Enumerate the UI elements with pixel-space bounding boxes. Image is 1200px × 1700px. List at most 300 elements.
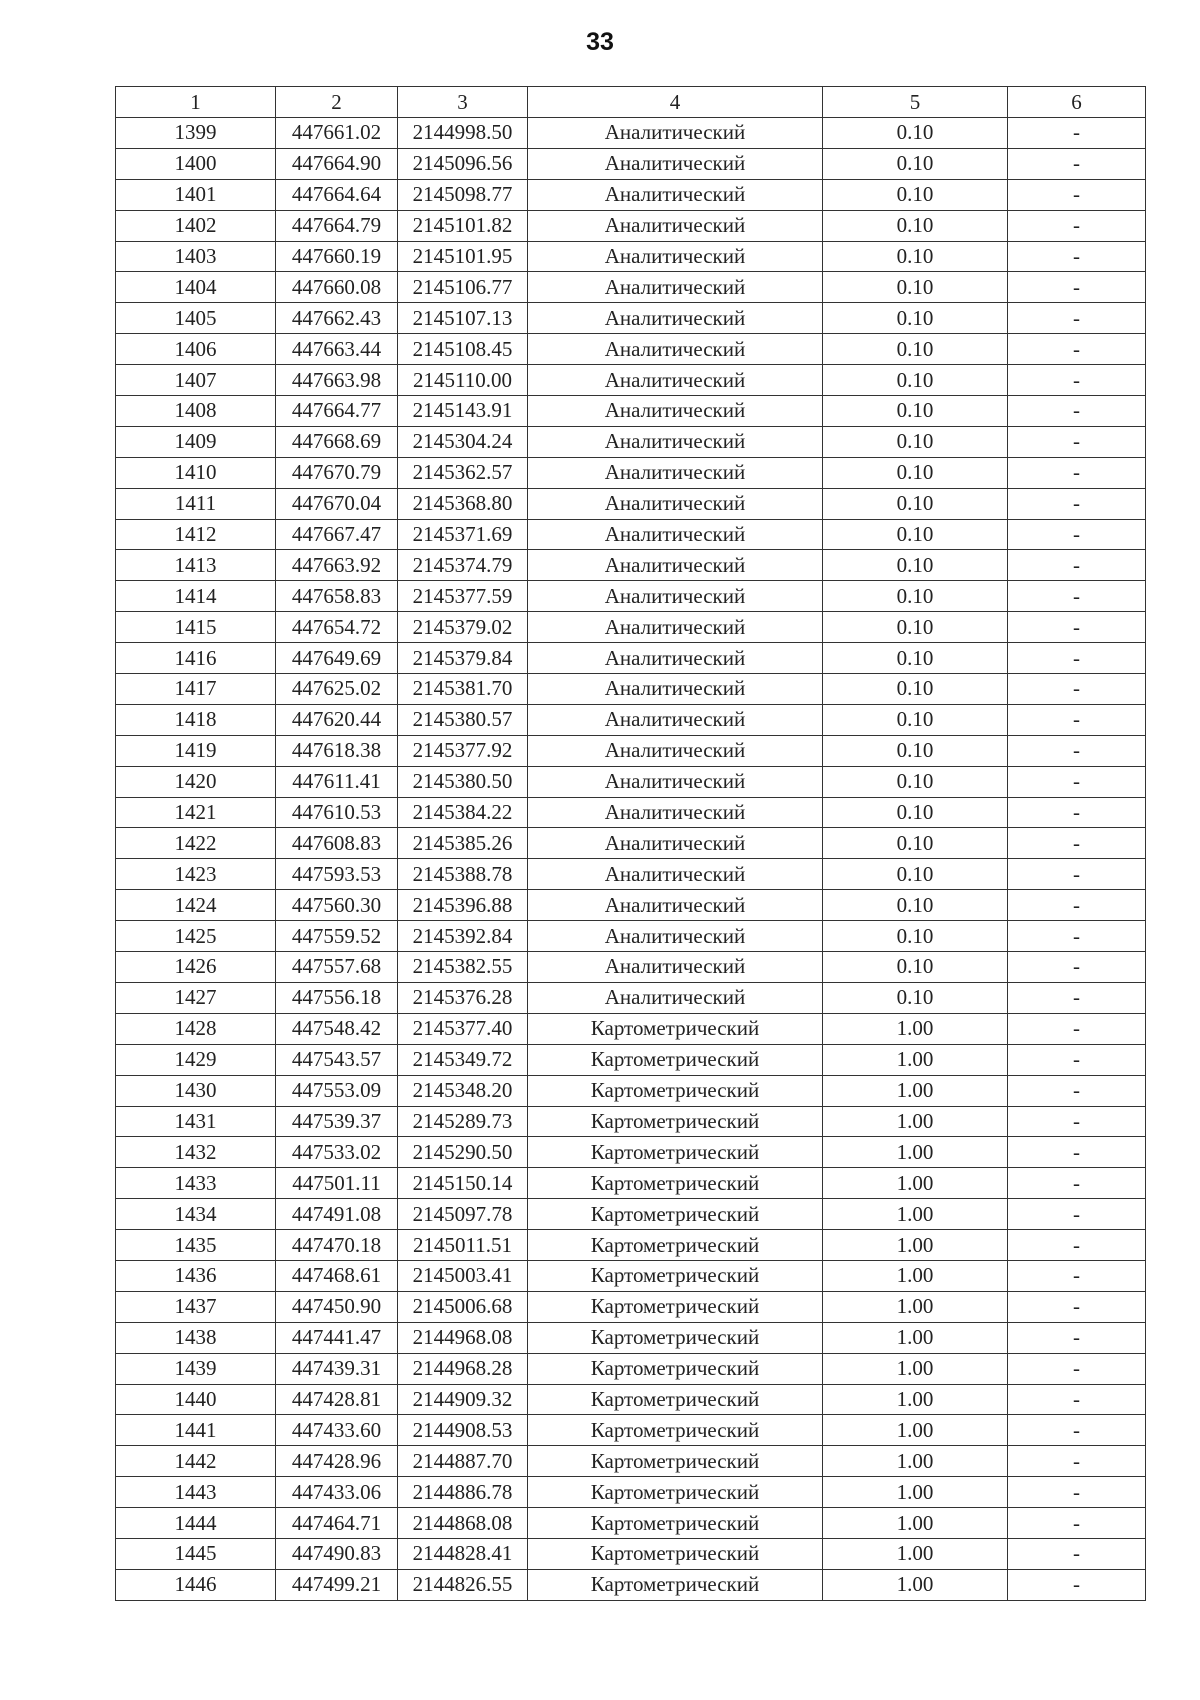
x-coordinate-cell: 447433.06 xyxy=(276,1477,398,1508)
point-number-cell: 1438 xyxy=(116,1322,276,1353)
accuracy-cell: 1.00 xyxy=(823,1415,1008,1446)
note-cell: - xyxy=(1008,643,1146,674)
accuracy-cell: 1.00 xyxy=(823,1013,1008,1044)
method-cell: Аналитический xyxy=(528,365,823,396)
point-number-cell: 1411 xyxy=(116,488,276,519)
y-coordinate-cell: 2145349.72 xyxy=(398,1044,528,1075)
point-number-cell: 1419 xyxy=(116,735,276,766)
y-coordinate-cell: 2144868.08 xyxy=(398,1508,528,1539)
table-row xyxy=(116,1415,1146,1446)
x-coordinate-cell: 447670.79 xyxy=(276,457,398,488)
table-row xyxy=(116,735,1146,766)
header-cell-5: 5 xyxy=(823,87,1008,118)
method-cell: Картометрический xyxy=(528,1106,823,1137)
point-number-cell: 1432 xyxy=(116,1137,276,1168)
note-cell: - xyxy=(1008,766,1146,797)
accuracy-cell: 0.10 xyxy=(823,457,1008,488)
point-number-cell: 1420 xyxy=(116,766,276,797)
method-cell: Аналитический xyxy=(528,148,823,179)
point-number-cell: 1401 xyxy=(116,179,276,210)
accuracy-cell: 0.10 xyxy=(823,118,1008,149)
y-coordinate-cell: 2145108.45 xyxy=(398,334,528,365)
point-number-cell: 1442 xyxy=(116,1446,276,1477)
note-cell: - xyxy=(1008,457,1146,488)
note-cell: - xyxy=(1008,828,1146,859)
table-row xyxy=(116,457,1146,488)
note-cell: - xyxy=(1008,210,1146,241)
method-cell: Картометрический xyxy=(528,1415,823,1446)
method-cell: Картометрический xyxy=(528,1384,823,1415)
point-number-cell: 1414 xyxy=(116,581,276,612)
note-cell: - xyxy=(1008,674,1146,705)
header-cell-2: 2 xyxy=(276,87,398,118)
accuracy-cell: 0.10 xyxy=(823,241,1008,272)
table-row xyxy=(116,1168,1146,1199)
note-cell: - xyxy=(1008,1075,1146,1106)
y-coordinate-cell: 2144826.55 xyxy=(398,1569,528,1600)
table-row xyxy=(116,643,1146,674)
accuracy-cell: 0.10 xyxy=(823,766,1008,797)
page-number: 33 xyxy=(586,28,614,56)
x-coordinate-cell: 447664.90 xyxy=(276,148,398,179)
note-cell: - xyxy=(1008,797,1146,828)
accuracy-cell: 1.00 xyxy=(823,1508,1008,1539)
y-coordinate-cell: 2145362.57 xyxy=(398,457,528,488)
note-cell: - xyxy=(1008,704,1146,735)
x-coordinate-cell: 447667.47 xyxy=(276,519,398,550)
note-cell: - xyxy=(1008,550,1146,581)
note-cell: - xyxy=(1008,1415,1146,1446)
y-coordinate-cell: 2144998.50 xyxy=(398,118,528,149)
method-cell: Картометрический xyxy=(528,1013,823,1044)
x-coordinate-cell: 447441.47 xyxy=(276,1322,398,1353)
x-coordinate-cell: 447491.08 xyxy=(276,1199,398,1230)
y-coordinate-cell: 2144909.32 xyxy=(398,1384,528,1415)
accuracy-cell: 1.00 xyxy=(823,1137,1008,1168)
accuracy-cell: 1.00 xyxy=(823,1353,1008,1384)
note-cell: - xyxy=(1008,1384,1146,1415)
table-row xyxy=(116,519,1146,550)
x-coordinate-cell: 447450.90 xyxy=(276,1291,398,1322)
table-row xyxy=(116,334,1146,365)
method-cell: Картометрический xyxy=(528,1569,823,1600)
x-coordinate-cell: 447663.92 xyxy=(276,550,398,581)
accuracy-cell: 1.00 xyxy=(823,1477,1008,1508)
table-row xyxy=(116,1137,1146,1168)
method-cell: Аналитический xyxy=(528,704,823,735)
point-number-cell: 1405 xyxy=(116,303,276,334)
x-coordinate-cell: 447553.09 xyxy=(276,1075,398,1106)
y-coordinate-cell: 2145380.57 xyxy=(398,704,528,735)
accuracy-cell: 0.10 xyxy=(823,797,1008,828)
point-number-cell: 1416 xyxy=(116,643,276,674)
y-coordinate-cell: 2145377.59 xyxy=(398,581,528,612)
y-coordinate-cell: 2145385.26 xyxy=(398,828,528,859)
y-coordinate-cell: 2145374.79 xyxy=(398,550,528,581)
note-cell: - xyxy=(1008,612,1146,643)
method-cell: Картометрический xyxy=(528,1477,823,1508)
accuracy-cell: 1.00 xyxy=(823,1291,1008,1322)
table-row xyxy=(116,241,1146,272)
y-coordinate-cell: 2145381.70 xyxy=(398,674,528,705)
method-cell: Картометрический xyxy=(528,1260,823,1291)
method-cell: Аналитический xyxy=(528,674,823,705)
y-coordinate-cell: 2145006.68 xyxy=(398,1291,528,1322)
point-number-cell: 1434 xyxy=(116,1199,276,1230)
x-coordinate-cell: 447533.02 xyxy=(276,1137,398,1168)
point-number-cell: 1424 xyxy=(116,890,276,921)
method-cell: Аналитический xyxy=(528,550,823,581)
y-coordinate-cell: 2145371.69 xyxy=(398,519,528,550)
method-cell: Картометрический xyxy=(528,1291,823,1322)
header-cell-3: 3 xyxy=(398,87,528,118)
y-coordinate-cell: 2145348.20 xyxy=(398,1075,528,1106)
table-row xyxy=(116,1013,1146,1044)
y-coordinate-cell: 2145289.73 xyxy=(398,1106,528,1137)
point-number-cell: 1410 xyxy=(116,457,276,488)
accuracy-cell: 0.10 xyxy=(823,921,1008,952)
table-row xyxy=(116,118,1146,149)
point-number-cell: 1417 xyxy=(116,674,276,705)
x-coordinate-cell: 447543.57 xyxy=(276,1044,398,1075)
method-cell: Аналитический xyxy=(528,241,823,272)
table-row xyxy=(116,488,1146,519)
header-cell-1: 1 xyxy=(116,87,276,118)
x-coordinate-cell: 447559.52 xyxy=(276,921,398,952)
y-coordinate-cell: 2145107.13 xyxy=(398,303,528,334)
accuracy-cell: 0.10 xyxy=(823,148,1008,179)
point-number-cell: 1441 xyxy=(116,1415,276,1446)
accuracy-cell: 0.10 xyxy=(823,859,1008,890)
table-row xyxy=(116,303,1146,334)
y-coordinate-cell: 2145003.41 xyxy=(398,1260,528,1291)
method-cell: Аналитический xyxy=(528,982,823,1013)
table-row xyxy=(116,210,1146,241)
note-cell: - xyxy=(1008,1013,1146,1044)
note-cell: - xyxy=(1008,1569,1146,1600)
accuracy-cell: 0.10 xyxy=(823,735,1008,766)
accuracy-cell: 0.10 xyxy=(823,890,1008,921)
note-cell: - xyxy=(1008,488,1146,519)
accuracy-cell: 1.00 xyxy=(823,1322,1008,1353)
note-cell: - xyxy=(1008,241,1146,272)
y-coordinate-cell: 2145379.02 xyxy=(398,612,528,643)
y-coordinate-cell: 2144887.70 xyxy=(398,1446,528,1477)
point-number-cell: 1430 xyxy=(116,1075,276,1106)
method-cell: Аналитический xyxy=(528,643,823,674)
header-cell-6: 6 xyxy=(1008,87,1146,118)
point-number-cell: 1436 xyxy=(116,1260,276,1291)
y-coordinate-cell: 2145384.22 xyxy=(398,797,528,828)
x-coordinate-cell: 447663.44 xyxy=(276,334,398,365)
point-number-cell: 1440 xyxy=(116,1384,276,1415)
accuracy-cell: 0.10 xyxy=(823,179,1008,210)
accuracy-cell: 1.00 xyxy=(823,1230,1008,1261)
y-coordinate-cell: 2145382.55 xyxy=(398,952,528,983)
method-cell: Аналитический xyxy=(528,303,823,334)
note-cell: - xyxy=(1008,426,1146,457)
accuracy-cell: 0.10 xyxy=(823,272,1008,303)
table-row xyxy=(116,1044,1146,1075)
table-row xyxy=(116,581,1146,612)
y-coordinate-cell: 2145150.14 xyxy=(398,1168,528,1199)
table-row xyxy=(116,612,1146,643)
method-cell: Аналитический xyxy=(528,426,823,457)
x-coordinate-cell: 447433.60 xyxy=(276,1415,398,1446)
note-cell: - xyxy=(1008,1137,1146,1168)
x-coordinate-cell: 447620.44 xyxy=(276,704,398,735)
table-row xyxy=(116,828,1146,859)
method-cell: Картометрический xyxy=(528,1075,823,1106)
y-coordinate-cell: 2145143.91 xyxy=(398,396,528,427)
y-coordinate-cell: 2145380.50 xyxy=(398,766,528,797)
y-coordinate-cell: 2145376.28 xyxy=(398,982,528,1013)
point-number-cell: 1425 xyxy=(116,921,276,952)
table-row xyxy=(116,952,1146,983)
y-coordinate-cell: 2145097.78 xyxy=(398,1199,528,1230)
x-coordinate-cell: 447468.61 xyxy=(276,1260,398,1291)
table-row xyxy=(116,1322,1146,1353)
note-cell: - xyxy=(1008,921,1146,952)
table-body xyxy=(116,118,1146,1601)
table-row xyxy=(116,396,1146,427)
accuracy-cell: 1.00 xyxy=(823,1538,1008,1569)
method-cell: Картометрический xyxy=(528,1230,823,1261)
table-row xyxy=(116,766,1146,797)
accuracy-cell: 0.10 xyxy=(823,426,1008,457)
note-cell: - xyxy=(1008,1168,1146,1199)
x-coordinate-cell: 447610.53 xyxy=(276,797,398,828)
table-row xyxy=(116,797,1146,828)
point-number-cell: 1399 xyxy=(116,118,276,149)
y-coordinate-cell: 2145098.77 xyxy=(398,179,528,210)
point-number-cell: 1444 xyxy=(116,1508,276,1539)
y-coordinate-cell: 2145368.80 xyxy=(398,488,528,519)
point-number-cell: 1431 xyxy=(116,1106,276,1137)
point-number-cell: 1407 xyxy=(116,365,276,396)
x-coordinate-cell: 447548.42 xyxy=(276,1013,398,1044)
x-coordinate-cell: 447664.64 xyxy=(276,179,398,210)
table-row xyxy=(116,1477,1146,1508)
point-number-cell: 1418 xyxy=(116,704,276,735)
accuracy-cell: 0.10 xyxy=(823,488,1008,519)
table-row xyxy=(116,704,1146,735)
method-cell: Аналитический xyxy=(528,179,823,210)
y-coordinate-cell: 2145110.00 xyxy=(398,365,528,396)
y-coordinate-cell: 2145290.50 xyxy=(398,1137,528,1168)
point-number-cell: 1406 xyxy=(116,334,276,365)
accuracy-cell: 0.10 xyxy=(823,828,1008,859)
note-cell: - xyxy=(1008,890,1146,921)
table-row xyxy=(116,179,1146,210)
y-coordinate-cell: 2144968.08 xyxy=(398,1322,528,1353)
note-cell: - xyxy=(1008,1508,1146,1539)
point-number-cell: 1402 xyxy=(116,210,276,241)
method-cell: Картометрический xyxy=(528,1168,823,1199)
method-cell: Аналитический xyxy=(528,766,823,797)
x-coordinate-cell: 447654.72 xyxy=(276,612,398,643)
method-cell: Аналитический xyxy=(528,118,823,149)
note-cell: - xyxy=(1008,519,1146,550)
accuracy-cell: 1.00 xyxy=(823,1199,1008,1230)
method-cell: Картометрический xyxy=(528,1538,823,1569)
accuracy-cell: 0.10 xyxy=(823,952,1008,983)
table-row xyxy=(116,426,1146,457)
note-cell: - xyxy=(1008,1230,1146,1261)
point-number-cell: 1409 xyxy=(116,426,276,457)
x-coordinate-cell: 447556.18 xyxy=(276,982,398,1013)
point-number-cell: 1404 xyxy=(116,272,276,303)
y-coordinate-cell: 2145388.78 xyxy=(398,859,528,890)
point-number-cell: 1445 xyxy=(116,1538,276,1569)
method-cell: Аналитический xyxy=(528,519,823,550)
x-coordinate-cell: 447470.18 xyxy=(276,1230,398,1261)
method-cell: Аналитический xyxy=(528,272,823,303)
y-coordinate-cell: 2145377.40 xyxy=(398,1013,528,1044)
table-row xyxy=(116,921,1146,952)
point-number-cell: 1443 xyxy=(116,1477,276,1508)
method-cell: Аналитический xyxy=(528,457,823,488)
x-coordinate-cell: 447660.19 xyxy=(276,241,398,272)
y-coordinate-cell: 2145379.84 xyxy=(398,643,528,674)
note-cell: - xyxy=(1008,1538,1146,1569)
accuracy-cell: 0.10 xyxy=(823,210,1008,241)
table-row xyxy=(116,1569,1146,1600)
point-number-cell: 1428 xyxy=(116,1013,276,1044)
x-coordinate-cell: 447593.53 xyxy=(276,859,398,890)
table-row xyxy=(116,148,1146,179)
x-coordinate-cell: 447499.21 xyxy=(276,1569,398,1600)
accuracy-cell: 0.10 xyxy=(823,674,1008,705)
y-coordinate-cell: 2145106.77 xyxy=(398,272,528,303)
x-coordinate-cell: 447611.41 xyxy=(276,766,398,797)
point-number-cell: 1422 xyxy=(116,828,276,859)
note-cell: - xyxy=(1008,859,1146,890)
accuracy-cell: 0.10 xyxy=(823,704,1008,735)
y-coordinate-cell: 2145101.82 xyxy=(398,210,528,241)
x-coordinate-cell: 447661.02 xyxy=(276,118,398,149)
note-cell: - xyxy=(1008,735,1146,766)
method-cell: Аналитический xyxy=(528,488,823,519)
note-cell: - xyxy=(1008,1260,1146,1291)
method-cell: Аналитический xyxy=(528,797,823,828)
accuracy-cell: 0.10 xyxy=(823,550,1008,581)
note-cell: - xyxy=(1008,148,1146,179)
method-cell: Аналитический xyxy=(528,334,823,365)
x-coordinate-cell: 447464.71 xyxy=(276,1508,398,1539)
note-cell: - xyxy=(1008,1446,1146,1477)
x-coordinate-cell: 447649.69 xyxy=(276,643,398,674)
x-coordinate-cell: 447670.04 xyxy=(276,488,398,519)
y-coordinate-cell: 2144886.78 xyxy=(398,1477,528,1508)
point-number-cell: 1433 xyxy=(116,1168,276,1199)
accuracy-cell: 0.10 xyxy=(823,303,1008,334)
point-number-cell: 1423 xyxy=(116,859,276,890)
y-coordinate-cell: 2145304.24 xyxy=(398,426,528,457)
method-cell: Аналитический xyxy=(528,952,823,983)
accuracy-cell: 1.00 xyxy=(823,1044,1008,1075)
x-coordinate-cell: 447664.77 xyxy=(276,396,398,427)
table-row xyxy=(116,272,1146,303)
point-number-cell: 1435 xyxy=(116,1230,276,1261)
point-number-cell: 1408 xyxy=(116,396,276,427)
table-row xyxy=(116,550,1146,581)
y-coordinate-cell: 2145392.84 xyxy=(398,921,528,952)
note-cell: - xyxy=(1008,581,1146,612)
y-coordinate-cell: 2144908.53 xyxy=(398,1415,528,1446)
note-cell: - xyxy=(1008,1353,1146,1384)
method-cell: Аналитический xyxy=(528,828,823,859)
table-header xyxy=(116,87,1146,118)
point-number-cell: 1426 xyxy=(116,952,276,983)
method-cell: Аналитический xyxy=(528,859,823,890)
method-cell: Картометрический xyxy=(528,1199,823,1230)
accuracy-cell: 1.00 xyxy=(823,1168,1008,1199)
x-coordinate-cell: 447608.83 xyxy=(276,828,398,859)
x-coordinate-cell: 447501.11 xyxy=(276,1168,398,1199)
note-cell: - xyxy=(1008,396,1146,427)
accuracy-cell: 0.10 xyxy=(823,643,1008,674)
note-cell: - xyxy=(1008,1322,1146,1353)
table-row xyxy=(116,1538,1146,1569)
y-coordinate-cell: 2145101.95 xyxy=(398,241,528,272)
point-number-cell: 1421 xyxy=(116,797,276,828)
note-cell: - xyxy=(1008,334,1146,365)
table-row xyxy=(116,674,1146,705)
y-coordinate-cell: 2145377.92 xyxy=(398,735,528,766)
accuracy-cell: 1.00 xyxy=(823,1446,1008,1477)
point-number-cell: 1446 xyxy=(116,1569,276,1600)
table-row xyxy=(116,1106,1146,1137)
y-coordinate-cell: 2145396.88 xyxy=(398,890,528,921)
accuracy-cell: 1.00 xyxy=(823,1106,1008,1137)
x-coordinate-cell: 447560.30 xyxy=(276,890,398,921)
method-cell: Картометрический xyxy=(528,1446,823,1477)
note-cell: - xyxy=(1008,1199,1146,1230)
y-coordinate-cell: 2144828.41 xyxy=(398,1538,528,1569)
x-coordinate-cell: 447539.37 xyxy=(276,1106,398,1137)
method-cell: Картометрический xyxy=(528,1137,823,1168)
method-cell: Аналитический xyxy=(528,735,823,766)
header-row xyxy=(116,87,1146,118)
point-number-cell: 1413 xyxy=(116,550,276,581)
note-cell: - xyxy=(1008,303,1146,334)
x-coordinate-cell: 447625.02 xyxy=(276,674,398,705)
method-cell: Аналитический xyxy=(528,210,823,241)
table-row xyxy=(116,1446,1146,1477)
x-coordinate-cell: 447557.68 xyxy=(276,952,398,983)
table-row xyxy=(116,365,1146,396)
table-row xyxy=(116,1260,1146,1291)
table-row xyxy=(116,890,1146,921)
method-cell: Аналитический xyxy=(528,890,823,921)
point-number-cell: 1427 xyxy=(116,982,276,1013)
table-row xyxy=(116,982,1146,1013)
table-row xyxy=(116,1075,1146,1106)
method-cell: Картометрический xyxy=(528,1353,823,1384)
note-cell: - xyxy=(1008,179,1146,210)
note-cell: - xyxy=(1008,982,1146,1013)
x-coordinate-cell: 447664.79 xyxy=(276,210,398,241)
accuracy-cell: 0.10 xyxy=(823,365,1008,396)
point-number-cell: 1437 xyxy=(116,1291,276,1322)
table-row xyxy=(116,1353,1146,1384)
x-coordinate-cell: 447439.31 xyxy=(276,1353,398,1384)
note-cell: - xyxy=(1008,1291,1146,1322)
y-coordinate-cell: 2145096.56 xyxy=(398,148,528,179)
method-cell: Аналитический xyxy=(528,921,823,952)
x-coordinate-cell: 447662.43 xyxy=(276,303,398,334)
